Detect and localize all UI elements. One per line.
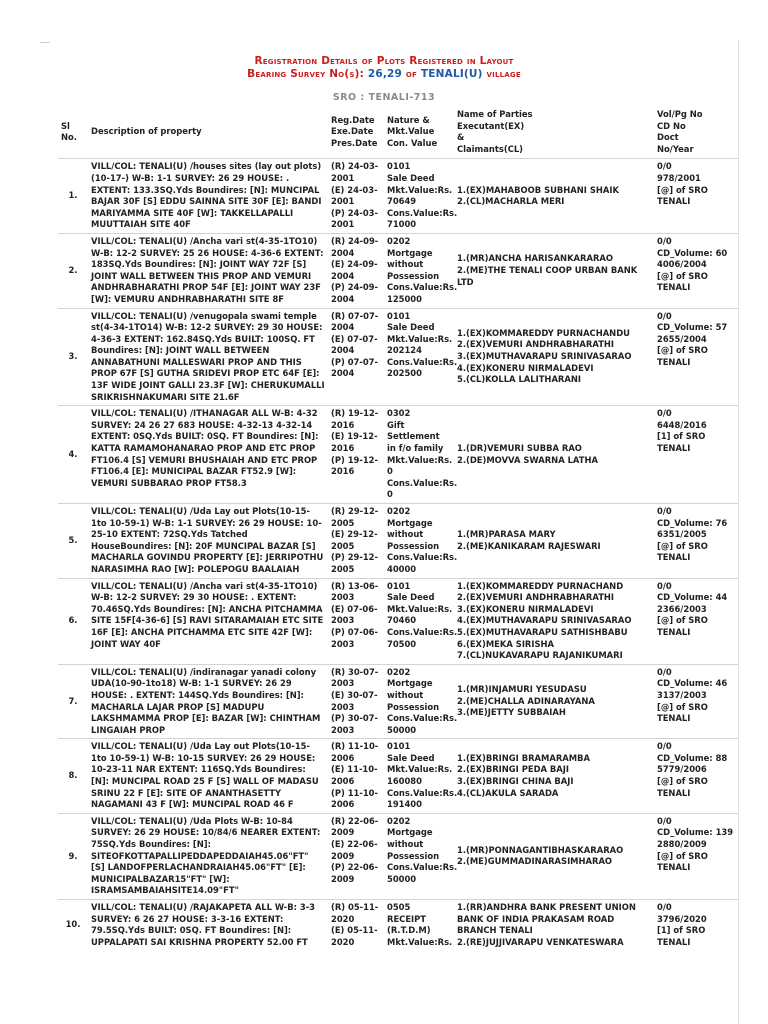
party-line: 2.(EX)BRINGI PEDA BAJI: [457, 764, 570, 775]
cell-parties: [454, 406, 654, 504]
cell-nature: [384, 159, 458, 234]
date-line: (E) 19-12-2016: [331, 431, 378, 454]
header-line: Executant(EX): [457, 120, 525, 131]
cell-nature: [384, 504, 458, 579]
title-village-label: village: [482, 68, 521, 80]
party-line: 3.(EX)BRINGI CHINA BAJI: [457, 776, 574, 787]
col-header-parties: [454, 106, 654, 159]
cell-parties: [454, 813, 654, 899]
table-row: [58, 813, 738, 899]
header-line: CD No: [657, 120, 686, 131]
cell-dates: [328, 406, 384, 504]
vol-line: TENALI: [657, 626, 691, 637]
col-header-description: Description of property: [91, 126, 202, 137]
cell-description: VILL/COL: TENALI(U) /indiranagar yanadi colony UDA(10-90-1to18) W-B: 1-1 SURVEY: 26 29 HOUSE: . EXTENT: 144SQ.Yds Boundires: [N]: MACHARLA LAJAR PROP [S] MADUPU LAKSHMAMMA PROP [E]: BAZAR [W]: CHINTHAM LINGAIAH PROP: [88, 664, 328, 739]
cell-nature: [384, 233, 458, 308]
vol-line: TENALI: [657, 552, 691, 563]
date-line: (R) 29-12-2005: [331, 506, 379, 528]
header-line: Pres.Date: [331, 137, 378, 148]
nature-line: Cons.Value:Rs. 50000: [387, 713, 458, 735]
cell-description: VILL/COL: TENALI(U) /Uda Plots W-B: 10-84 SURVEY: 26 29 HOUSE: 10/84/6 NEARER EXTENT: 75SQ.Yds Boundires: [N]: SITEOFKOTTAPALLIPEDDAPEDDAIAH45.06"FT" [S] LANDOFPERLACHANDRAIAH45.06"FT" [E]: MUNICIPALBAZAR15"FT" [W]: ISRAMSAMBAIAHSITE14.09"FT": [88, 813, 328, 899]
table-body: [58, 159, 738, 951]
party-line: 2.(CL)MACHARLA MERI: [457, 196, 565, 207]
cell-sl-no: 8.: [58, 739, 88, 814]
vol-line: 5779/2006: [657, 764, 707, 775]
date-line: (E) 24-09-2004: [331, 259, 378, 281]
title-survey-label: Bearing Survey No(s):: [247, 68, 368, 80]
header-line: Vol/Pg No: [657, 109, 703, 119]
party-line: 4.(EX)KONERU NIRMALADEVI: [457, 362, 594, 373]
table-row: [58, 664, 738, 739]
nature-line: Mkt.Value:Rs.: [387, 936, 453, 947]
cell-description: VILL/COL: TENALI(U) /houses sites (lay out plots)(10-17-) W-B: 1-1 SURVEY: 26 29 HOUSE: . EXTENT: 133.3SQ.Yds Boundires: [N]: MUNCIPAL BAJAR 30F [S] EDDU SAINNA SITE 30F [E]: BANDI MARIYAMMA SITE 40F [W]: TAKKELLAPALLI MUUTTAIAH SITE 40F: [88, 159, 328, 234]
cell-dates: [328, 504, 384, 579]
date-line: (P) 22-06-2009: [331, 862, 378, 884]
cell-nature: [384, 900, 454, 951]
vol-line: [1] of SRO: [657, 925, 706, 936]
party-line: 1.(DR)VEMURI SUBBA RAO: [457, 443, 582, 454]
cell-parties: [454, 664, 654, 739]
vol-line: [@] of SRO: [657, 270, 708, 281]
page-edge-rule: [738, 40, 739, 1024]
title-survey-numbers: 26,29: [367, 68, 403, 80]
cell-vol: [654, 813, 738, 899]
nature-line: Mortgage without Possession: [387, 678, 440, 712]
sro-label: SRO : TENALI-713: [332, 92, 436, 103]
party-line: 4.(EX)MUTHAVARAPU SRINIVASARAO: [457, 615, 632, 626]
cell-parties: [454, 578, 654, 664]
nature-line: 0101: [387, 741, 411, 752]
nature-line: Gift Settlement in f/o family Mkt.Value:Rs. 0: [387, 419, 453, 477]
nature-line: Cons.Value:Rs. 40000: [387, 552, 458, 574]
nature-line: Sale Deed: [387, 592, 435, 603]
party-line: 2.(ME)CHALLA ADINARAYANA: [457, 695, 595, 706]
vol-line: 2366/2003: [657, 603, 707, 614]
party-line: 2.(ME)GUMMADINARASIMHARAO: [457, 856, 613, 867]
date-line: (E) 22-06-2009: [331, 839, 378, 861]
date-line: (R) 22-06-2009: [331, 815, 379, 838]
party-line: 1.(MR)INJAMURI YESUDASU: [457, 684, 587, 695]
party-line: 2.(EX)VEMURI ANDHRABHARATHI: [457, 339, 615, 350]
cell-sl-no: 6.: [58, 578, 88, 664]
nature-line: RECEIPT (R.T.D.M): [387, 913, 431, 936]
nature-line: Mortgage without Possession: [387, 517, 440, 551]
date-line: (P) 29-12-2005: [331, 552, 378, 574]
party-line: 4.(CL)AKULA SARADA: [457, 787, 559, 798]
vol-line: CD_Volume: 88: [657, 752, 728, 763]
cell-nature: [384, 813, 458, 899]
party-line: 2.(ME)THE TENALI COOP URBAN BANK LTD: [457, 264, 638, 287]
vol-line: 3137/2003: [657, 689, 707, 700]
nature-line: Cons.Value:Rs. 70500: [387, 626, 458, 649]
header-line: Mkt.Value: [387, 126, 435, 137]
header-line: No.: [61, 132, 77, 143]
header-line: &: [457, 132, 465, 143]
date-line: (E) 30-07-2003: [331, 689, 378, 712]
cell-sl-no: 7.: [58, 664, 88, 739]
party-line: 2.(ME)KANIKARAM RAJESWARI: [457, 540, 601, 551]
cell-dates: [328, 900, 384, 951]
cell-sl-no: 10.: [58, 900, 88, 951]
edge-mark: [40, 42, 50, 43]
cell-nature: [384, 664, 458, 739]
vol-line: 2880/2009: [657, 839, 707, 850]
vol-line: 0/0: [657, 815, 672, 826]
party-line: 1.(EX)KOMMAREDDY PURNACHAND: [457, 580, 624, 591]
party-line: 3.(EX)MUTHAVARAPU SRINIVASARAO: [457, 351, 632, 362]
cell-dates: [328, 739, 384, 814]
date-line: (P) 24-09-2004: [331, 282, 378, 304]
nature-line: Cons.Value:Rs. 191400: [387, 787, 458, 810]
vol-line: [@] of SRO: [657, 850, 708, 861]
document-title: [0, 55, 768, 81]
date-line: (E) 05-11-2020: [331, 925, 378, 947]
nature-line: Sale Deed: [387, 322, 435, 333]
cell-sl-no: 3.: [58, 308, 88, 406]
nature-line: 0202: [387, 235, 411, 246]
party-line: 1.(EX)MAHABOOB SUBHANI SHAIK: [457, 184, 619, 195]
title-of: of: [402, 68, 421, 80]
cell-dates: [328, 664, 384, 739]
nature-line: Mortgage without Possession: [387, 827, 440, 861]
date-line: (E) 11-10-2006: [331, 764, 378, 787]
vol-line: 6351/2005: [657, 529, 707, 540]
cell-sl-no: 5.: [58, 504, 88, 579]
party-line: 3.(ME)JETTY SUBBAIAH: [457, 707, 566, 718]
vol-line: TENALI: [657, 196, 691, 207]
vol-line: CD_Volume: 60: [657, 247, 728, 258]
table-row: [58, 739, 738, 814]
date-line: (E) 24-03-2001: [331, 184, 378, 207]
header-line: Name of Parties: [457, 109, 533, 119]
col-header-sl: [58, 106, 88, 159]
cell-parties: [454, 233, 654, 308]
cell-parties: [454, 900, 654, 951]
table-row: [58, 406, 738, 504]
vol-line: CD_Volume: 57: [657, 322, 728, 333]
cell-sl-no: 4.: [58, 406, 88, 504]
cell-vol: [654, 159, 738, 234]
party-line: 7.(CL)NUKAVARAPU RAJANIKUMARI: [457, 650, 623, 661]
nature-line: Sale Deed: [387, 752, 435, 763]
date-line: (R) 24-03-2001: [331, 161, 379, 183]
cell-dates: [328, 813, 384, 899]
nature-line: Mkt.Value:Rs. 202124: [387, 333, 453, 356]
col-header-vol: [654, 106, 738, 159]
vol-line: TENALI: [657, 936, 691, 947]
vol-line: [@] of SRO: [657, 345, 708, 356]
date-line: (P) 24-03-2001: [331, 207, 378, 230]
nature-line: Mkt.Value:Rs. 70460: [387, 603, 453, 626]
party-line: 1.(EX)KOMMAREDDY PURNACHANDU: [457, 327, 630, 338]
nature-line: 0202: [387, 815, 411, 826]
date-line: (E) 07-07-2004: [331, 333, 378, 356]
cell-vol: [654, 739, 738, 814]
cell-description: VILL/COL: TENALI(U) /Uda Lay out Plots(10-15-1to 10-59-1) W-B: 1-1 SURVEY: 26 29 HOUSE: 10-25-10 EXTENT: 72SQ.Yds Tatched HouseBoundires: [N]: 20F MUNCIPAL BAZAR [S] MACHARLA GOVINDU PROPERTY [E]: JERRIPOTHU NARASIMHA RAO [W]: POLEPOGU BAALAIAH: [88, 504, 328, 579]
nature-line: Cons.Value:Rs. 0: [387, 477, 458, 500]
nature-line: Mkt.Value:Rs. 70649: [387, 184, 453, 207]
vol-line: 0/0: [657, 580, 672, 591]
party-line: 6.(EX)MEKA SIRISHA: [457, 638, 555, 649]
vol-line: 0/0: [657, 310, 672, 321]
party-line: 1.(MR)PONNAGANTIBHASKARARAO: [457, 844, 624, 855]
cell-sl-no: 9.: [58, 813, 88, 899]
nature-line: Sale Deed: [387, 172, 435, 183]
vol-line: [1] of SRO: [657, 431, 706, 442]
cell-parties: [454, 739, 654, 814]
table-row: [58, 308, 738, 406]
cell-vol: [654, 900, 738, 951]
date-line: (P) 11-10-2006: [331, 787, 378, 810]
date-line: (R) 30-07-2003: [331, 666, 379, 689]
vol-line: CD_Volume: 76: [657, 517, 728, 528]
cell-description: VILL/COL: TENALI(U) /Ancha vari st(4-35-1TO10) W-B: 12-2 SURVEY: 29 30 HOUSE: . EXTENT: 70.46SQ.Yds Boundires: [N]: ANCHA PITCHAMMA SITE 15F[4-36-6] [S] RAVI SITARAMAIAH ETC SITE 16F [E]: ANCHA PITCHAMMA ETC SITE 42F [W]: JOINT WAY 40F: [88, 578, 328, 664]
vol-line: CD_Volume: 46: [657, 678, 728, 689]
nature-line: 0202: [387, 666, 411, 677]
date-line: (R) 19-12-2016: [331, 408, 379, 430]
date-line: (E) 29-12-2005: [331, 529, 378, 551]
nature-line: 0302: [387, 408, 411, 419]
party-line: 1.(RR)ANDHRA BANK PRESENT UNION BANK OF INDIA PRAKASAM ROAD BRANCH TENALI: [457, 902, 636, 936]
cell-parties: [454, 159, 654, 234]
header-line: Nature &: [387, 114, 430, 125]
cell-description: VILL/COL: TENALI(U) /ITHANAGAR ALL W-B: 4-32 SURVEY: 24 26 27 683 HOUSE: 4-32-13 4-32-14 EXTENT: 0SQ.Yds BUILT: 0SQ. FT Boundires: [N]: KATTA RAMAMOHANARAO PROP AND ETC PROP FT106.4 [S] VEMURI BHUSHAIAH AND ETC PROP FT106.4 [E]: MUNICIPAL BAZAR FT52.9 [W]: VEMURI SUBBARAO PROP FT58.3: [88, 406, 328, 504]
nature-line: Cons.Value:Rs. 50000: [387, 862, 458, 884]
party-line: 2.(RE)JUJJIVARAPU VENKATESWARA: [457, 936, 624, 947]
nature-line: 0101: [387, 310, 411, 321]
cell-description: VILL/COL: TENALI(U) /venugopala swami temple st(4-34-1TO14) W-B: 12-2 SURVEY: 29 30 HOUSE: 4-36-3 EXTENT: 162.84SQ.Yds BUILT: 100SQ. FT Boundires: [N]: JOINT WALL BETWEEN ANNABATHUNI MALLESWARI PROP AND THIS PROP 67F [S] GUTHA SRIDEVI PROP ETC 64F [E]: 13F WIDE JOINT GALLI 23.3F [W]: CHERUKUMALLI SRIKRISHNAKUMARI SITE 21.6F: [88, 308, 328, 406]
vol-line: 0/0: [657, 408, 672, 419]
nature-line: Cons.Value:Rs. 202500: [387, 356, 458, 379]
vol-line: 0/0: [657, 161, 672, 172]
table-row: [58, 159, 738, 234]
header-line: Reg.Date: [331, 114, 375, 125]
cell-description: VILL/COL: TENALI(U) /Ancha vari st(4-35-1TO10) W-B: 12-2 SURVEY: 25 26 HOUSE: 4-36-6 EXTENT: 183SQ.Yds Boundires: [N]: JOINT WAY 72F [S] JOINT WALL BETWEEN THIS PROP AND VEMURI ANDHRABHARATHI PROP 54F [E]: JOINT WAY 23F [W]: VEMURU ANDHRABHARATHI SITE 8F: [88, 233, 328, 308]
vol-line: [@] of SRO: [657, 776, 708, 787]
cell-nature: [384, 578, 458, 664]
date-line: (P) 30-07-2003: [331, 713, 378, 735]
header-line: Doct: [657, 132, 679, 143]
nature-line: 0101: [387, 161, 411, 172]
vol-line: 4006/2004: [657, 259, 707, 270]
registration-table: [58, 106, 738, 950]
header-line: No/Year: [657, 143, 694, 154]
cell-vol: [654, 504, 738, 579]
vol-line: CD_Volume: 139: [657, 827, 734, 838]
party-line: 5.(CL)KOLLA LALITHARANI: [457, 374, 581, 385]
vol-line: 2655/2004: [657, 333, 707, 344]
party-line: 1.(EX)BRINGI BRAMARAMBA: [457, 752, 590, 763]
cell-parties: [454, 504, 654, 579]
vol-line: TENALI: [657, 443, 691, 454]
cell-sl-no: 2.: [58, 233, 88, 308]
nature-line: Cons.Value:Rs. 71000: [387, 207, 458, 230]
vol-line: [@] of SRO: [657, 615, 708, 626]
title-line-1: Registration Details of Plots Registered in Layout: [254, 55, 514, 67]
cell-dates: [328, 233, 384, 308]
vol-line: 6448/2016: [657, 419, 707, 430]
vol-line: CD_Volume: 44: [657, 592, 728, 603]
header-line: Exe.Date: [331, 126, 374, 137]
party-line: 5.(EX)MUTHAVARAPU SATHISHBABU: [457, 626, 628, 637]
cell-sl-no: 1.: [58, 159, 88, 234]
vol-line: [@] of SRO: [657, 184, 708, 195]
party-line: 1.(MR)PARASA MARY: [457, 529, 556, 540]
nature-line: 0101: [387, 580, 411, 591]
title-line-2: [0, 68, 768, 81]
cell-parties: [454, 308, 654, 406]
cell-nature: [384, 308, 458, 406]
vol-line: 0/0: [657, 666, 672, 677]
col-header-dates: [328, 106, 384, 159]
table-row: [58, 504, 738, 579]
vol-line: 0/0: [657, 506, 672, 516]
date-line: (E) 07-06-2003: [331, 603, 378, 626]
date-line: (R) 07-07-2004: [331, 310, 379, 333]
nature-line: Mortgage without Possession: [387, 247, 440, 281]
party-line: 2.(EX)VEMURI ANDHRABHARATHI: [457, 592, 615, 603]
nature-line: 0505: [387, 902, 411, 912]
nature-line: Mkt.Value:Rs. 160080: [387, 764, 453, 787]
cell-description: VILL/COL: TENALI(U) /Uda Lay out Plots(10-15-1to 10-59-1) W-B: 10-15 SURVEY: 26 29 HOUSE: 10-23-11 NAR EXTENT: 116SQ.Yds Boundires: [N]: MUNCIPAL ROAD 25 F [S] WALL OF MADASU SRINU 22 F [E]: SITE OF ANANTHASETTY NAGAMANI 43 F [W]: MUNCIPAL ROAD 46 F: [88, 739, 328, 814]
vol-line: TENALI: [657, 356, 691, 367]
cell-nature: [384, 739, 458, 814]
party-line: 1.(MR)ANCHA HARISANKARARAO: [457, 253, 614, 264]
vol-line: 978/2001: [657, 172, 701, 183]
cell-dates: [328, 159, 384, 234]
cell-dates: [328, 578, 384, 664]
cell-vol: [654, 406, 738, 504]
title-village-name: TENALI(U): [420, 68, 483, 80]
date-line: (P) 19-12-2016: [331, 454, 378, 477]
date-line: (P) 07-07-2004: [331, 356, 378, 379]
vol-line: 3796/2020: [657, 913, 707, 924]
date-line: (R) 05-11-2020: [331, 902, 379, 924]
nature-line: 0202: [387, 506, 411, 516]
vol-line: 0/0: [657, 741, 672, 752]
cell-vol: [654, 664, 738, 739]
vol-line: TENALI: [657, 787, 691, 798]
vol-line: [@] of SRO: [657, 540, 708, 551]
cell-description: VILL/COL: TENALI(U) /RAJAKAPETA ALL W-B: 3-3 SURVEY: 6 26 27 HOUSE: 3-3-16 EXTENT: 79.5SQ.Yds BUILT: 0SQ. FT Boundires: [N]: UPPALAPATI SAI KRISHNA PROPERTY 52.00 FT: [88, 900, 328, 951]
header-line: Con. Value: [387, 137, 438, 148]
vol-line: [@] of SRO: [657, 701, 708, 712]
vol-line: 0/0: [657, 235, 672, 246]
table-row: [58, 233, 738, 308]
vol-line: TENALI: [657, 862, 691, 873]
date-line: (R) 13-06-2003: [331, 580, 379, 603]
cell-vol: [654, 308, 738, 406]
header-line: Claimants(CL): [457, 143, 524, 154]
table-row: [58, 900, 738, 951]
date-line: (R) 11-10-2006: [331, 741, 379, 763]
party-line: 2.(DE)MOVVA SWARNA LATHA: [457, 454, 598, 465]
vol-line: 0/0: [657, 902, 672, 912]
vol-line: TENALI: [657, 282, 691, 293]
party-line: 3.(EX)KONERU NIRMALADEVI: [457, 603, 594, 614]
date-line: (P) 07-06-2003: [331, 626, 378, 649]
cell-vol: [654, 233, 738, 308]
table-header-row: [58, 106, 738, 159]
vol-line: TENALI: [657, 713, 691, 724]
cell-dates: [328, 308, 384, 406]
header-line: Sl: [61, 120, 70, 131]
col-header-nature: [384, 106, 454, 159]
cell-vol: [654, 578, 738, 664]
cell-nature: [384, 406, 458, 504]
table-row: [58, 578, 738, 664]
date-line: (R) 24-09-2004: [331, 235, 379, 258]
nature-line: Cons.Value:Rs. 125000: [387, 282, 458, 304]
